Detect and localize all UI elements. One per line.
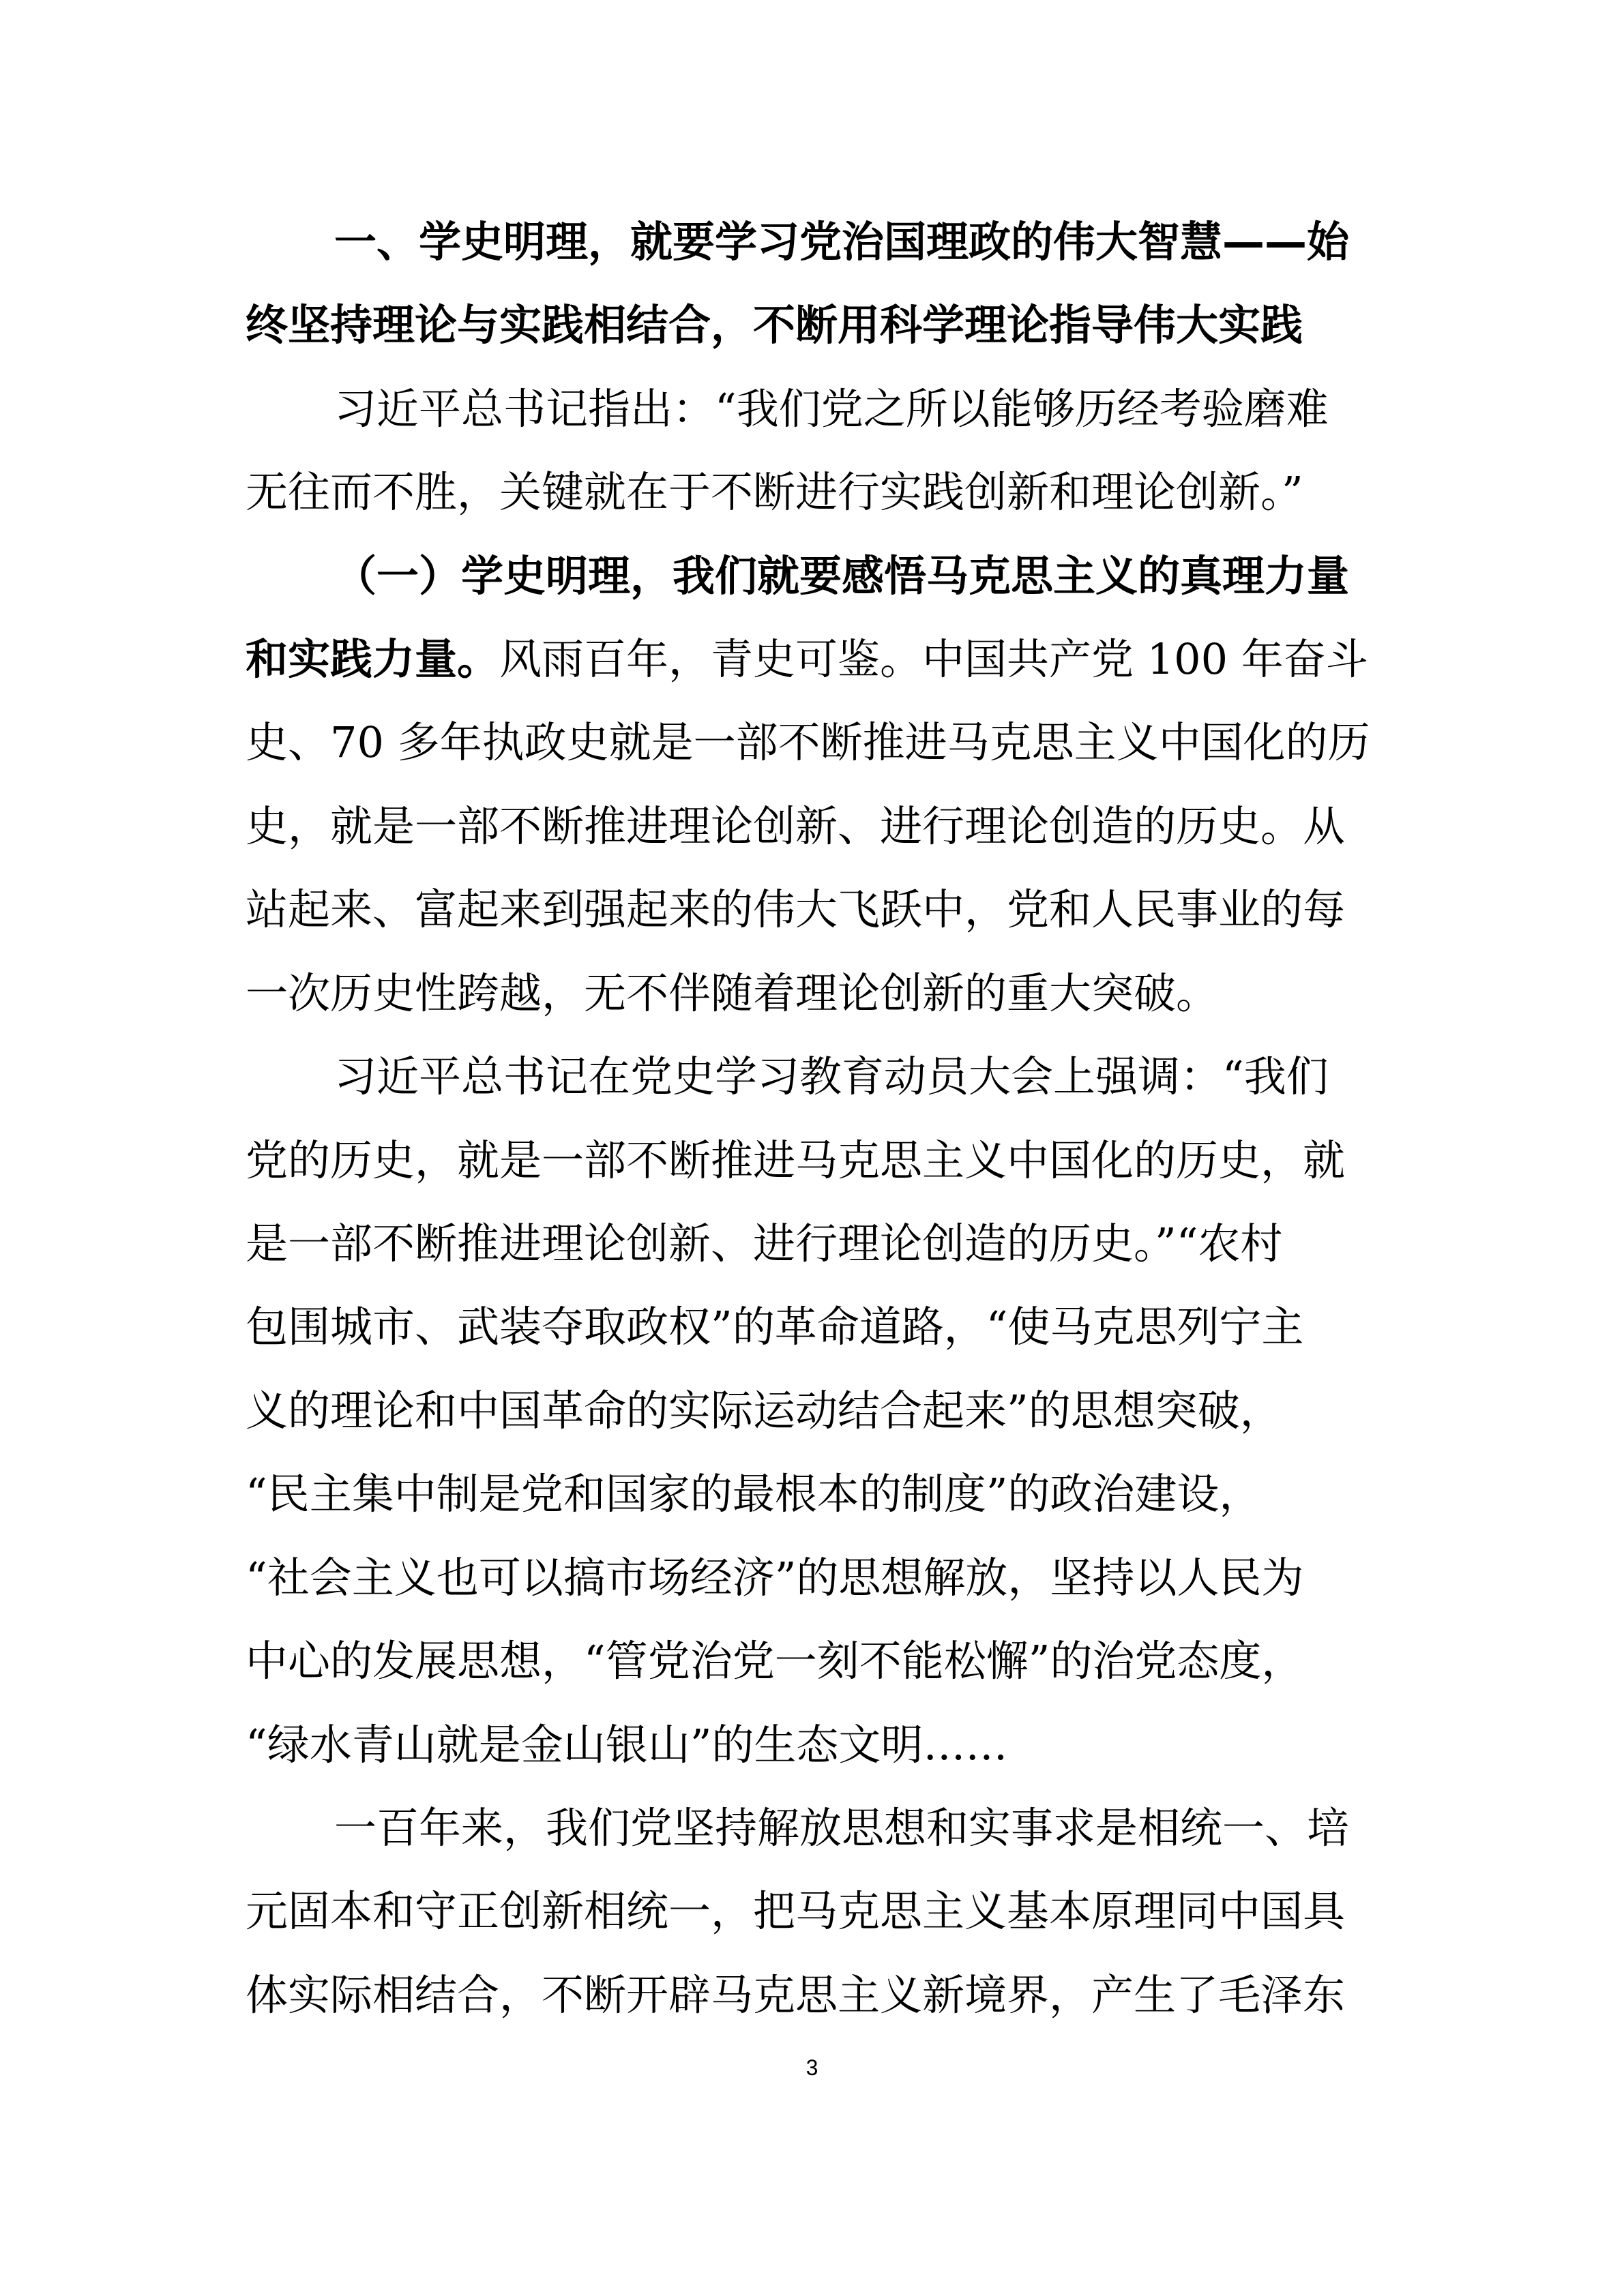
paragraph-line: 史、70 多年执政史就是一部不断推进马克思主义中国化的历 (246, 717, 1370, 767)
paragraph-text: 风雨百年，青史可鉴。中国共产党 100 年奋斗 (499, 634, 1368, 684)
section-heading-line-2: 终坚持理论与实践相结合，不断用科学理论指导伟大实践 (246, 300, 1303, 350)
paragraph-line: 体实际相结合，不断开辟马克思主义新境界，产生了毛泽东 (246, 1970, 1346, 2020)
subsection-heading-text: （一）学史明理，我们就要感悟马克思主义的真理力量 (334, 551, 1350, 601)
paragraph-line: “绿水青山就是金山银山”的生态文明…… (246, 1720, 1008, 1770)
page-number: 3 (806, 2055, 818, 2080)
paragraph-line: 是一部不断推进理论创新、进行理论创造的历史。”“农村 (246, 1219, 1283, 1268)
paragraph-line: 习近平总书记在党史学习教育动员大会上强调：“我们 (334, 1052, 1329, 1101)
paragraph-line: 义的理论和中国革命的实际运动结合起来”的思想突破， (246, 1386, 1282, 1435)
paragraph-line: “民主集中制是党和国家的最根本的制度”的政治建设， (246, 1469, 1262, 1519)
paragraph-line (246, 629, 1378, 690)
paragraph-line: 站起来、富起来到强起来的伟大飞跃中，党和人民事业的每 (246, 884, 1346, 934)
paragraph-line: “社会主义也可以搞市场经济”的思想解放，坚持以人民为 (246, 1553, 1304, 1602)
paragraph-line: 党的历史，就是一部不断推进马克思主义中国化的历史，就 (246, 1135, 1346, 1185)
paragraph-line: 包围城市、武装夺取政权”的革命道路，“使马克思列宁主 (246, 1302, 1304, 1352)
paragraph-line: 一百年来，我们党坚持解放思想和实事求是相统一、培 (334, 1803, 1350, 1853)
paragraph-line: 元固本和守正创新相统一，把马克思主义基本原理同中国具 (246, 1886, 1346, 1936)
paragraph-line: 一次历史性跨越，无不伴随着理论创新的重大突破。 (246, 968, 1219, 1018)
paragraph-line: 习近平总书记指出：“我们党之所以能够历经考验磨难 (334, 384, 1329, 434)
paragraph-line: 中心的发展思想，“管党治党一刻不能松懈”的治党态度， (246, 1636, 1304, 1686)
paragraph-line: 史，就是一部不断推进理论创新、进行理论创造的历史。从 (246, 801, 1346, 851)
section-heading-line-1: 一、学史明理，就要学习党治国理政的伟大智慧——始 (334, 217, 1350, 267)
subsection-heading-line-1 (334, 546, 1378, 607)
subsection-heading-text: 和实践力量。 (246, 634, 500, 684)
paragraph-line: 无往而不胜，关键就在于不断进行实践创新和理论创新。” (246, 467, 1303, 517)
